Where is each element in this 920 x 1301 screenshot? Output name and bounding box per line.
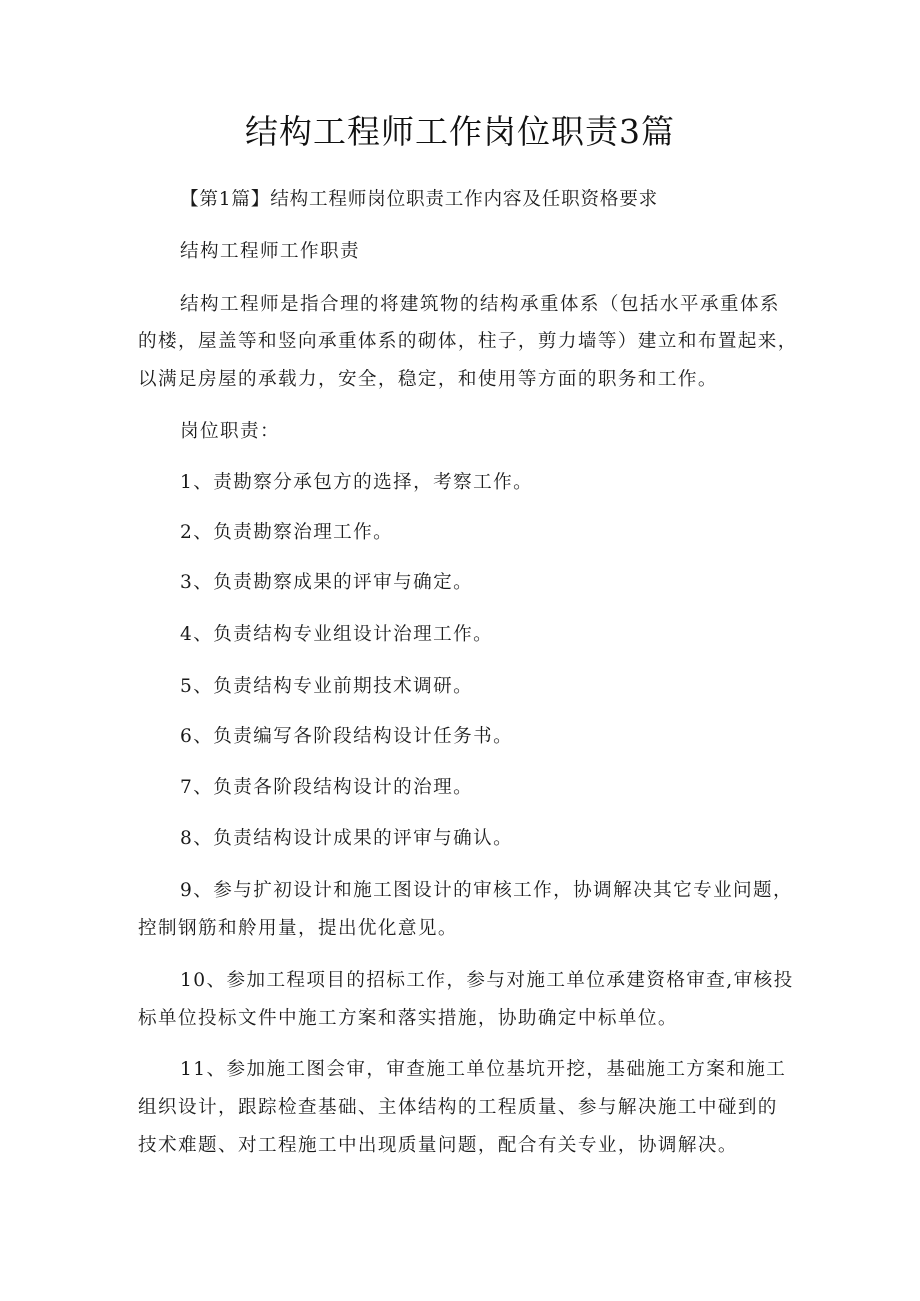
section-heading: 【第1篇】结构工程师岗位职责工作内容及任职资格要求: [180, 189, 659, 210]
duties-label: 岗位职责：: [180, 421, 280, 442]
duty-item-7: 7、负责各阶段结构设计的治理。: [180, 777, 474, 798]
duty-item-3: 3、负责勘察成果的评审与确定。: [180, 572, 474, 593]
duty-item-10-line-2: 标单位投标文件中施工方案和落实措施，协助确定中标单位。: [138, 1008, 678, 1029]
duty-item-9-line-1: 9、参与扩初设计和施工图设计的审核工作，协调解决其它专业问题，: [180, 880, 794, 901]
subheading: 结构工程师工作职责: [180, 241, 360, 262]
duty-item-9-line-2: 控制钢筋和舲用量，提出优化意见。: [138, 918, 458, 939]
intro-line-2: 的楼，屋盖等和竖向承重体系的砌体，柱子，剪力墙等）建立和布置起来，: [138, 331, 798, 352]
duty-item-11-line-1: 11、参加施工图会审，审查施工单位基坑开挖，基础施工方案和施工: [180, 1059, 787, 1080]
duty-item-6: 6、负责编写各阶段结构设计任务书。: [180, 726, 514, 747]
duty-item-2: 2、负责勘察治理工作。: [180, 522, 394, 543]
intro-line-1: 结构工程师是指合理的将建筑物的结构承重体系（包括水平承重体系: [180, 294, 780, 315]
duty-item-11-line-3: 技术难题、对工程施工中出现质量问题，配合有关专业，协调解决。: [138, 1135, 738, 1156]
duty-item-4: 4、负责结构专业组设计治理工作。: [180, 624, 494, 645]
duty-item-10-line-1: 10、参加工程项目的招标工作，参与对施工单位承建资格审查,审核投: [180, 970, 794, 991]
duty-item-5: 5、负责结构专业前期技术调研。: [180, 676, 474, 697]
duty-item-8: 8、负责结构设计成果的评审与确认。: [180, 828, 514, 849]
page-title: 结构工程师工作岗位职责3篇: [245, 112, 675, 151]
intro-line-3: 以满足房屋的承载力，安全，稳定，和使用等方面的职务和工作。: [138, 369, 718, 390]
duty-item-1: 1、责勘察分承包方的选择，考察工作。: [180, 472, 534, 493]
duty-item-11-line-2: 组织设计，跟踪检查基础、主体结构的工程质量、参与解决施工中碰到的: [138, 1097, 778, 1118]
